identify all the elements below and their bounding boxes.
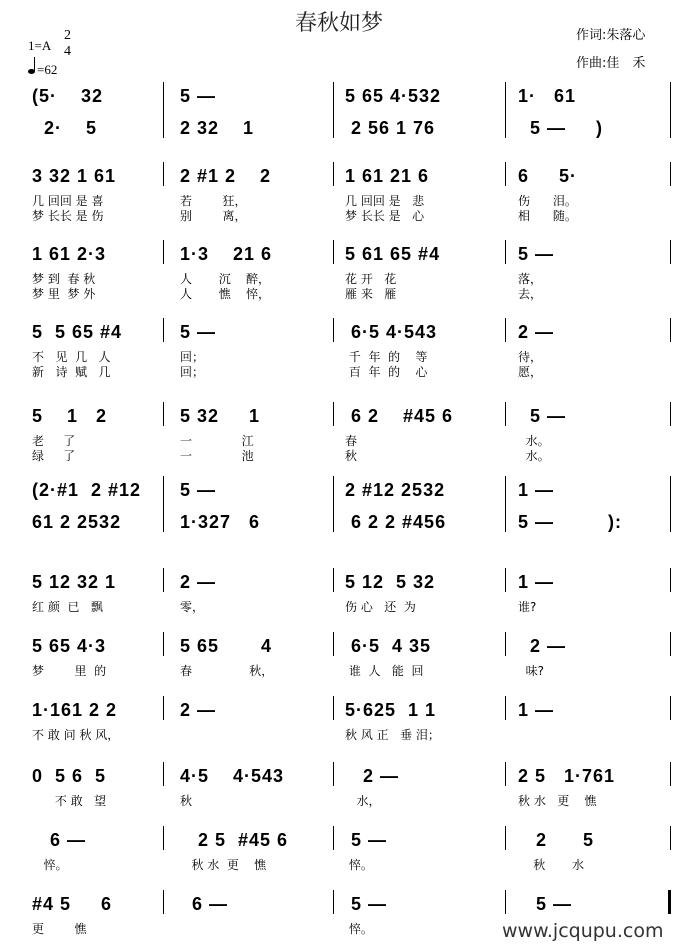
bar-line [670,240,671,264]
measure-lyrics: 伤 心 还 为 [345,600,416,614]
measure-notes: 2 — [180,700,217,720]
measure-lyrics: 秋 [345,449,358,463]
notation-row [0,118,678,138]
measure-lyrics: 绿 了 [32,449,76,463]
bar-line [163,890,164,914]
watermark: www.jcqupu.com [502,920,664,942]
measure-notes: 5 1 2 [32,406,108,426]
measure-notes: 5 — [518,244,555,264]
measure-notes: 1 — [518,480,555,500]
measure-lyrics: 雁 来 雁 [345,287,397,301]
bar-line [333,568,334,592]
measure-lyrics: 春 [345,434,358,448]
measure-lyrics: 味? [518,664,544,678]
bar-line [163,476,164,532]
bar-line [163,402,164,426]
measure-lyrics: 秋 [180,794,193,808]
lyric-row [0,207,678,227]
measure-lyrics: 红 颜 已 飘 [32,600,103,614]
bar-line [333,162,334,186]
measure-lyrics: 落， [518,272,543,286]
time-signature-bottom: 4 [64,44,71,59]
measure-notes: 3 32 1 61 [32,166,117,186]
measure-lyrics: 伤 泪。 [518,194,577,208]
measure-notes: 5 65 4·3 [32,636,107,656]
measure-notes: 2 — [180,572,217,592]
measure-lyrics: 梦 里 梦 外 [32,287,96,301]
notation-row [0,322,678,342]
notation-row [0,766,678,786]
measure-lyrics: 别 离， [180,209,247,223]
measure-notes: 1 61 2·3 [32,244,107,264]
bar-line [505,162,506,186]
notation-row [0,572,678,592]
bar-line [333,696,334,720]
bar-line [670,568,671,592]
bar-line [505,82,506,138]
measure-notes: #4 5 6 [32,894,113,914]
measure-notes: 5 — [345,830,388,850]
bar-line [163,162,164,186]
measure-lyrics: 愿， [518,365,543,379]
notation-row [0,406,678,426]
notation-row [0,86,678,106]
measure-lyrics: 悴。 [345,922,373,936]
lyric-row [0,598,678,618]
measure-lyrics: 千 年 的 等 [345,350,428,364]
measure-lyrics: 几 回回 是 悲 [345,194,425,208]
measure-lyrics: 新 诗 赋 几 [32,365,111,379]
measure-lyrics: 不 敢 问 秋 风， [32,728,120,742]
bar-line [670,632,671,656]
measure-lyrics: 春 秋， [180,664,274,678]
key-signature: 1=A [28,38,52,53]
bar-line [505,240,506,264]
measure-notes: 2· 5 [32,118,98,138]
measure-notes: 5 12 32 1 [32,572,117,592]
measure-notes: 61 2 2532 [32,512,122,532]
measure-lyrics: 梦 长长 是 伤 [32,209,104,223]
measure-lyrics: 百 年 的 心 [345,365,428,379]
measure-lyrics: 秋 水 [518,858,584,872]
measure-lyrics: 水。 [518,434,550,448]
bar-line [333,632,334,656]
measure-lyrics: 谁? [518,600,537,614]
bar-line [505,476,506,532]
measure-lyrics: 去， [518,287,543,301]
measure-lyrics: 几 回回 是 喜 [32,194,104,208]
measure-notes: 1·161 2 2 [32,700,118,720]
bar-line [333,890,334,914]
measure-notes: 6 2 #45 6 [345,406,454,426]
lyric-row [0,447,678,467]
notation-row [0,244,678,264]
measure-notes: 2 — [345,766,400,786]
measure-lyrics: 悴。 [345,858,373,872]
measure-lyrics: 不 敢 望 [32,794,107,808]
measure-lyrics: 梦 长长 是 心 [345,209,425,223]
bar-line [505,402,506,426]
measure-lyrics: 一 池 [180,449,254,463]
measure-notes: 5 65 4·532 [345,86,442,106]
measure-lyrics: 梦 里 的 [32,664,107,678]
measure-lyrics: 回； [180,365,205,379]
bar-line [670,402,671,426]
measure-notes: 1 — [518,700,555,720]
song-title: 春秋如梦 [294,11,383,36]
measure-notes: 5 — [345,894,388,914]
measure-notes: 2 5 #45 6 [180,830,289,850]
measure-notes: 4·5 4·543 [180,766,285,786]
measure-notes: 2 5 [518,830,595,850]
measure-notes: 6 5· [518,166,578,186]
measure-notes: 6·5 4·543 [345,322,438,342]
measure-notes: 2 #12 2532 [345,480,446,500]
measure-notes: 2 #1 2 2 [180,166,272,186]
measure-notes: (5· 32 [32,86,104,106]
notation-row [0,700,678,720]
measure-lyrics: 不 见 几 人 [32,350,111,364]
bar-line [505,890,506,914]
bar-line [163,568,164,592]
measure-notes: 5 — [518,406,567,426]
bar-line [505,632,506,656]
measure-lyrics: 秋 风 正 垂 泪； [345,728,440,742]
measure-lyrics: 更 憔 [32,922,87,936]
bar-line [163,826,164,850]
measure-notes: 5 — ) [518,118,604,138]
bar-line [333,476,334,532]
measure-lyrics: 水。 [518,449,550,463]
lyric-row [0,363,678,383]
measure-notes: 2 56 1 76 [345,118,436,138]
bar-line [333,318,334,342]
measure-notes: 5 32 1 [180,406,261,426]
measure-notes: 0 5 6 5 [32,766,107,786]
measure-notes: 6 — [180,894,229,914]
bar-line [333,82,334,138]
measure-lyrics: 人 憔 悴， [180,287,270,301]
measure-notes: 2 5 1·761 [518,766,616,786]
bar-line [333,826,334,850]
lyricist-credit: 作词:朱落心 [576,28,646,43]
measure-lyrics: 花 开 花 [345,272,397,286]
notation-row [0,166,678,186]
measure-notes: 2 — [518,636,567,656]
notation-row [0,894,678,914]
measure-lyrics: 秋 水 更 憔 [180,858,267,872]
measure-lyrics: 一 江 [180,434,254,448]
measure-lyrics: 谁 人 能 回 [345,664,424,678]
measure-lyrics: 水， [345,794,381,808]
measure-lyrics: 相 随。 [518,209,577,223]
measure-notes: 5 — [180,480,217,500]
measure-notes: 5 61 65 #4 [345,244,441,264]
measure-notes: 1 61 21 6 [345,166,430,186]
measure-notes: 5 65 4 [180,636,273,656]
lyric-row [0,726,678,746]
tempo-marking [28,62,57,78]
measure-notes: 5 — [518,894,573,914]
measure-notes: (2·#1 2 #12 [32,480,142,500]
measure-notes: 1·3 21 6 [180,244,273,264]
bar-line [505,762,506,786]
bar-line [505,696,506,720]
bar-line [333,402,334,426]
bar-line [163,318,164,342]
measure-lyrics: 回； [180,350,205,364]
measure-notes: 2 32 1 [180,118,255,138]
bar-line [333,240,334,264]
bar-line [670,762,671,786]
tempo-value: =62 [37,62,58,77]
lyric-row [0,285,678,305]
measure-lyrics: 若 狂， [180,194,247,208]
bar-line [163,632,164,656]
measure-lyrics: 悴。 [32,858,68,872]
measure-notes: 5 5 65 #4 [32,322,123,342]
time-signature-top: 2 [64,28,71,43]
measure-notes: 5 — ): [518,512,623,532]
measure-notes: 5·625 1 1 [345,700,437,720]
composer-credit: 作曲:佳 禾 [576,56,646,71]
measure-notes: 5 12 5 32 [345,572,436,592]
measure-lyrics: 梦 到 春 秋 [32,272,96,286]
bar-line [163,240,164,264]
bar-line [670,696,671,720]
bar-line [670,162,671,186]
measure-notes: 5 — [180,322,217,342]
lyric-row [0,792,678,812]
notation-row [0,636,678,656]
bar-line [670,476,671,532]
notation-row [0,830,678,850]
measure-notes: 1 — [518,572,555,592]
time-signature [64,28,71,60]
measure-notes: 6 2 2 #456 [345,512,447,532]
measure-lyrics: 待， [518,350,543,364]
measure-lyrics: 零， [180,600,205,614]
notation-row [0,512,678,532]
final-bar-line [668,890,671,914]
measure-lyrics: 人 沉 醉， [180,272,270,286]
measure-notes: 2 — [518,322,555,342]
measure-notes: 1·327 6 [180,512,261,532]
measure-notes: 6·5 4 35 [345,636,432,656]
bar-line [163,82,164,138]
lyric-row [0,662,678,682]
bar-line [670,826,671,850]
quarter-note-icon [28,69,35,74]
bar-line [163,762,164,786]
measure-lyrics: 老 了 [32,434,76,448]
measure-notes: 6 — [32,830,87,850]
notation-row [0,480,678,500]
bar-line [670,82,671,138]
bar-line [505,318,506,342]
bar-line [670,318,671,342]
lyric-row [0,856,678,876]
measure-notes: 1· 61 [518,86,577,106]
bar-line [163,696,164,720]
bar-line [333,762,334,786]
bar-line [505,826,506,850]
bar-line [505,568,506,592]
measure-lyrics: 秋 水 更 憔 [518,794,597,808]
measure-notes: 5 — [180,86,217,106]
